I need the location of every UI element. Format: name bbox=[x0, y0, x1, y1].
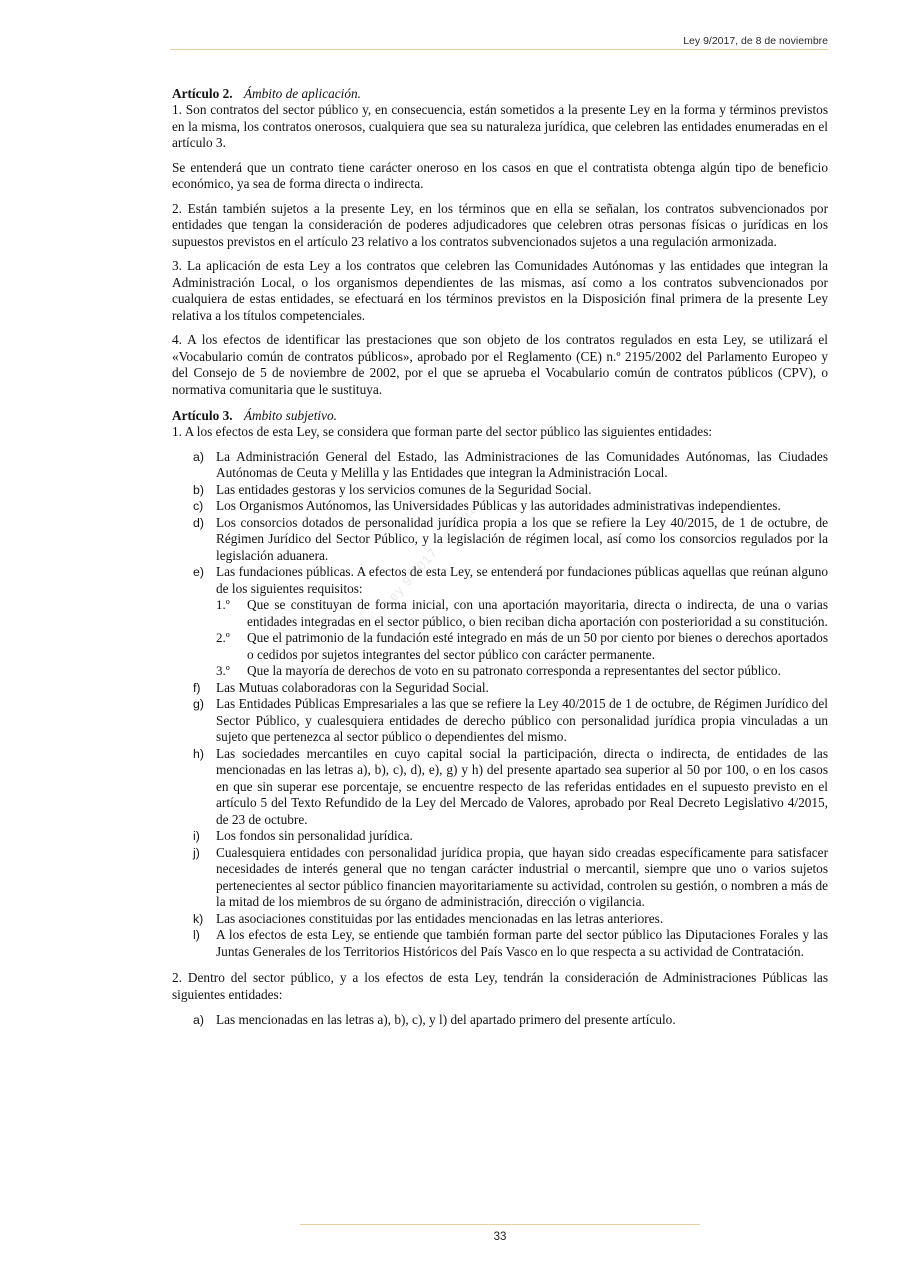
article-2-paragraph-2: 2. Están también sujetos a la presente Ley, en los términos que en ella se señalan, los contratos subvencionados por entidades que tengan la consideración de poderes adjudicadores que celebren otras personas físicas o jurídicas en los supuestos previstos en el artículo 23 relativo a los contratos subvencionados sujetos a una regulación armonizada. bbox=[172, 200, 828, 249]
sublist-marker: 3.º bbox=[216, 663, 230, 678]
sublist-item-2 bbox=[216, 630, 828, 663]
list-marker: a) bbox=[193, 449, 204, 464]
article-2-paragraph-4: 4. A los efectos de identificar las prestaciones que son objeto de los contratos regulados en esta Ley, se utilizará el «Vocabulario común de contratos públicos», aprobado por el Reglamento (CE) n.º 2195/2002 del Parlamento Europeo y del Consejo de 5 de noviembre de 2002, por el que se aprueba el Vocabulario común de contratos públicos (CPV), o normativa comunitaria que le sustituya. bbox=[172, 332, 828, 397]
foundation-requirements-list bbox=[216, 597, 828, 680]
footer-rule bbox=[300, 1224, 700, 1225]
article-3-title: Ámbito subjetivo. bbox=[243, 408, 337, 423]
list-item-text: Las sociedades mercantiles en cuyo capital social la participación, directa o indirecta, de entidades de las mencionadas en las letras a), b), c), d), e), g) y h) del presente apartado sea superior al 50 por 100, o en los casos en que sin superar ese porcentaje, se encuentre respecto de las referidas entidades en el supuesto previsto en el artículo 5 del Texto Refundido de la Ley del Mercado de Valores, aprobado por Real Decreto Legislativo 4/2015, de 23 de octubre. bbox=[216, 745, 828, 827]
list-item-text: Las Mutuas colaboradoras con la Seguridad Social. bbox=[216, 679, 489, 695]
list-item-body bbox=[216, 564, 828, 680]
list-item-text: Las Entidades Públicas Empresariales a las que se refiere la Ley 40/2015 de 1 de octubre, de Régimen Jurídico del Sector Público, y cualesquiera entidades de derecho público con personalidad jurídica propia vinculadas a un sujeto que pertenezca al sector público o dependientes del mismo. bbox=[216, 696, 828, 744]
entity-list bbox=[172, 449, 828, 961]
list-item-f bbox=[172, 680, 828, 697]
list-item-text: Las asociaciones constituidas por las entidades mencionadas en las letras anteriores. bbox=[216, 910, 664, 926]
list-marker: i) bbox=[193, 829, 200, 843]
list-item-j bbox=[172, 845, 828, 911]
list-item-text: Las fundaciones públicas. A efectos de esta Ley, se entenderá por fundaciones públicas aquellas que reúnan alguno de los siguientes requisitos: bbox=[216, 564, 828, 596]
article-2-number: Artículo 2. bbox=[172, 86, 233, 101]
document-body bbox=[172, 85, 828, 1029]
list-item-a bbox=[172, 449, 828, 482]
list-item-b bbox=[172, 482, 828, 499]
list-item-text: Los fondos sin personalidad jurídica. bbox=[216, 828, 413, 843]
list-item-d bbox=[172, 515, 828, 565]
article-3-number: Artículo 3. bbox=[172, 408, 233, 423]
list-item-text: Los Organismos Autónomos, las Universidades Públicas y las autoridades administrativas independientes. bbox=[216, 498, 781, 513]
list-item-text: Las mencionadas en las letras a), b), c), y l) del apartado primero del presente artículo. bbox=[216, 1012, 676, 1027]
page-number: 33 bbox=[493, 1231, 507, 1243]
watermark: Ley 9/2017 - Contratos bbox=[380, 485, 495, 611]
list-marker: l) bbox=[193, 928, 200, 942]
sublist-item-3 bbox=[216, 663, 828, 680]
list-item-g bbox=[172, 696, 828, 746]
public-administrations-list bbox=[172, 1012, 828, 1029]
list-item-c bbox=[172, 498, 828, 515]
list-item-text: Cualesquiera entidades con personalidad jurídica propia, que hayan sido creadas específicamente para satisfacer necesidades de interés general que no tengan carácter industrial o mercantil, siempre que uno o varios sujetos pertenecientes al sector público financien mayoritariamente su actividad, controlen su gestión, o nombren a más de la mitad de los miembros de su órgano de administración, dirección o vigilancia. bbox=[216, 844, 828, 909]
sublist-item-text: Que el patrimonio de la fundación esté integrado en más de un 50 por ciento por bienes o derechos aportados o cedidos por sujetos integrantes del sector público con carácter permanente. bbox=[247, 630, 828, 662]
list-marker: e) bbox=[193, 565, 204, 579]
list-marker: b) bbox=[193, 482, 204, 497]
header-rule bbox=[170, 49, 828, 50]
article-3-heading bbox=[172, 407, 828, 424]
list-marker: a) bbox=[193, 1013, 204, 1027]
article-2-paragraph-3: 3. La aplicación de esta Ley a los contratos que celebren las Comunidades Autónomas y las entidades que integran la Administración Local, o los organismos dependientes de las mismas, así como a los contratos subvencionados por cualquiera de estas entidades, se efectuará en los términos previstos en la Disposición final primera de la presente Ley relativa a los títulos competenciales. bbox=[172, 258, 828, 323]
sublist-item-text: Que la mayoría de derechos de voto en su patronato corresponda a representantes del sector público. bbox=[247, 663, 781, 678]
list-marker: f) bbox=[193, 680, 201, 695]
list-item-text: Las entidades gestoras y los servicios comunes de la Seguridad Social. bbox=[216, 481, 592, 497]
list-item-l bbox=[172, 927, 828, 960]
list-item-admin-a bbox=[172, 1012, 828, 1029]
list-item-e bbox=[172, 564, 828, 680]
list-item-k bbox=[172, 911, 828, 928]
article-2-heading bbox=[172, 85, 828, 102]
list-item-text: A los efectos de esta Ley, se entiende que también forman parte del sector público las Diputaciones Forales y las Juntas Generales de los Territorios Históricos del País Vasco en lo que respecta a su actividad de Contratación. bbox=[216, 927, 828, 959]
article-2-paragraph-1: 1. Son contratos del sector público y, en consecuencia, están sometidos a la presente Ley en la forma y términos previstos en la misma, los contratos onerosos, cualquiera que sea su naturaleza jurídica, que celebren las entidades enumeradas en el artículo 3. bbox=[172, 102, 828, 150]
list-marker: j) bbox=[193, 845, 200, 860]
article-3-paragraph-2: 2. Dentro del sector público, y a los efectos de esta Ley, tendrán la consideración de Administraciones Públicas las siguientes entidades: bbox=[172, 970, 828, 1002]
list-marker: h) bbox=[193, 746, 204, 761]
list-item-text: La Administración General del Estado, las Administraciones de las Comunidades Autónomas, las Ciudades Autónomas de Ceuta y Melilla y las Entidades que integran la Administración Local. bbox=[216, 448, 828, 480]
list-item-h bbox=[172, 746, 828, 829]
list-marker: k) bbox=[193, 911, 204, 926]
sublist-item-1 bbox=[216, 597, 828, 630]
article-3-intro: 1. A los efectos de esta Ley, se considera que forman parte del sector público las siguientes entidades: bbox=[172, 424, 713, 439]
list-item-i bbox=[172, 828, 828, 845]
sublist-item-text: Que se constituyan de forma inicial, con una aportación mayoritaria, directa o indirecta, de una o varias entidades integradas en el sector público, o bien reciban dicha aportación con posterioridad a su constitución. bbox=[247, 597, 828, 629]
list-marker: d) bbox=[193, 515, 204, 530]
list-marker: g) bbox=[193, 697, 204, 711]
article-2-paragraph-onerous: Se entenderá que un contrato tiene carácter oneroso en los casos en que el contratista obtenga algún tipo de beneficio económico, ya sea de forma directa o indirecta. bbox=[172, 159, 828, 191]
sublist-marker: 2.º bbox=[216, 630, 230, 645]
sublist-marker: 1.º bbox=[216, 597, 230, 612]
running-header: Ley 9/2017, de 8 de noviembre bbox=[683, 35, 828, 47]
list-item-text: Los consorcios dotados de personalidad jurídica propia a los que se refiere la Ley 40/2015, de 1 de octubre, de Régimen Jurídico del Sector Público, y la legislación de régimen local, así como los consorcios regulados por la legislación aduanera. bbox=[216, 514, 828, 563]
list-marker: c) bbox=[193, 499, 204, 513]
article-2-title: Ámbito de aplicación. bbox=[243, 86, 361, 101]
